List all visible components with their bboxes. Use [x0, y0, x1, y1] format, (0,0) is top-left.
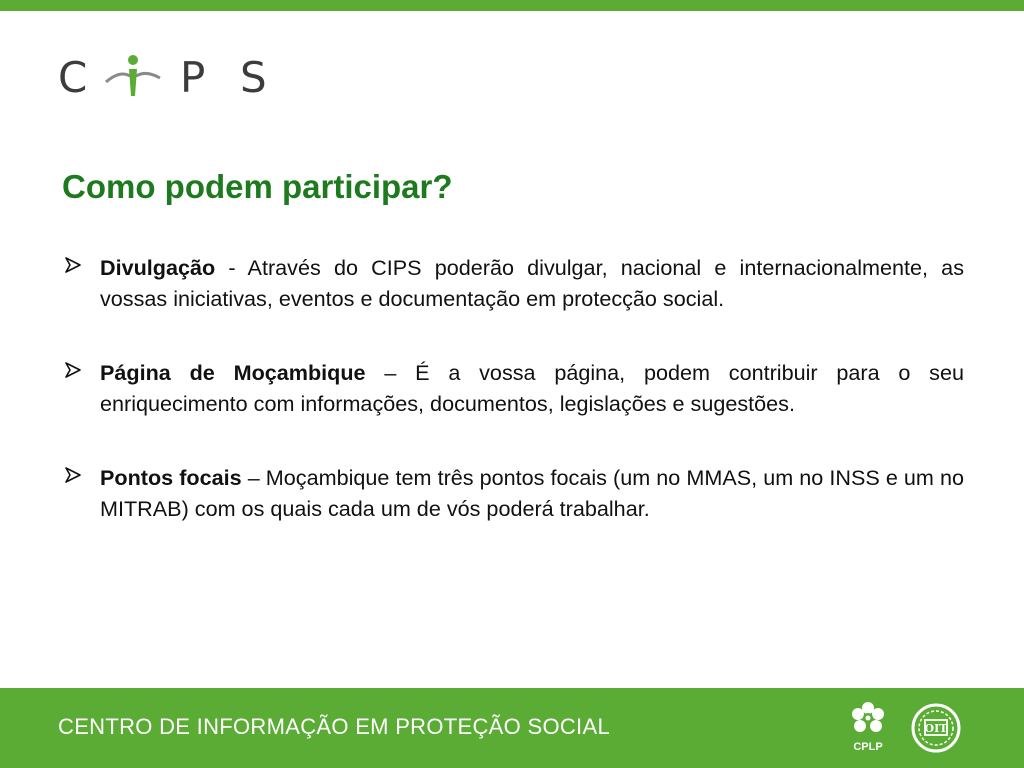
logo-letter-c: C — [58, 53, 88, 102]
bullet-body: – Moçambique tem três pontos focais (um no MMAS, um no INSS e um no MITRAB) com os quais cada um de vós poderá trabalhar. — [100, 465, 964, 521]
bullet-item-pontos-focais — [62, 462, 964, 524]
oit-logo-icon — [910, 702, 962, 754]
footer-bar — [0, 688, 1024, 768]
top-accent-bar — [0, 0, 1024, 11]
bullet-body: – É a vossa página, podem contribuir para o seu enriquecimento com informações, documentos, legislações e sugestões. — [100, 360, 964, 416]
bullet-heading: Pontos focais — [100, 465, 242, 490]
green-person-i-icon — [102, 52, 164, 104]
logo-letter-s: S — [240, 53, 267, 102]
bullet-list — [62, 252, 964, 567]
bullet-body: - Através do CIPS poderão divulgar, nacional e internacionalmente, as vossas iniciativas, eventos e documentação em protecção social. — [100, 255, 964, 311]
bullet-heading: Divulgação — [100, 255, 216, 280]
cips-logo — [58, 52, 278, 104]
arrow-bullet-icon — [64, 466, 82, 484]
logo-letter-p: P — [180, 53, 206, 102]
oit-logo-text: OIT — [924, 722, 948, 735]
bullet-text — [100, 462, 964, 524]
bullet-item-divulgacao — [62, 252, 964, 314]
bullet-heading: Página de Moçambique — [100, 360, 366, 385]
bullet-text — [100, 357, 964, 419]
footer-title: CENTRO DE INFORMAÇÃO EM PROTEÇÃO SOCIAL — [58, 714, 610, 739]
cplp-logo — [846, 700, 890, 760]
arrow-bullet-icon — [64, 256, 82, 274]
bullet-text — [100, 252, 964, 314]
cplp-label: CPLP — [853, 741, 883, 753]
bullet-item-pagina-mocambique — [62, 357, 964, 419]
slide-title: Como podem participar? — [62, 168, 453, 205]
cplp-flower-icon — [846, 700, 890, 740]
arrow-bullet-icon — [64, 361, 82, 379]
